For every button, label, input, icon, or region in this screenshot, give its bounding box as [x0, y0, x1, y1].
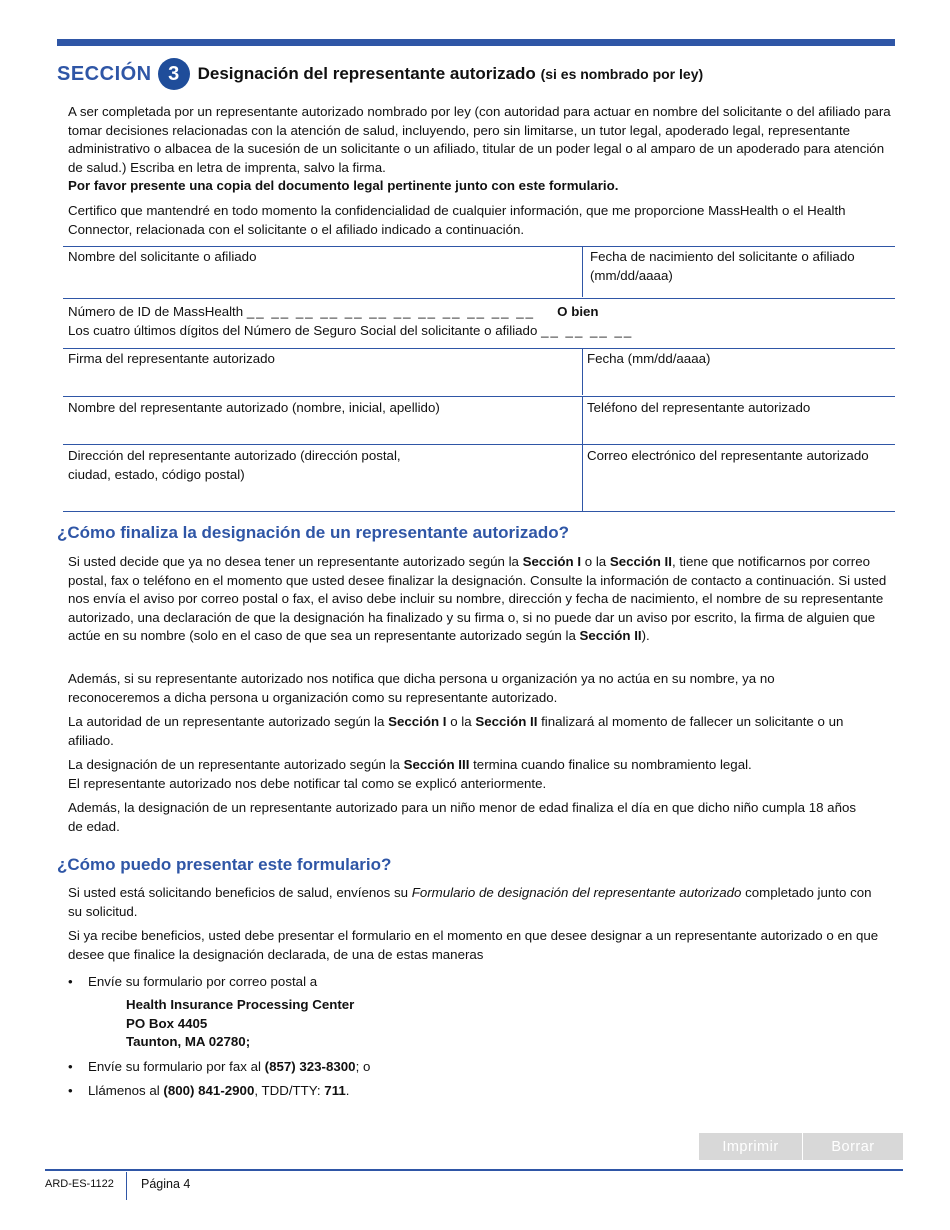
end-p1-text: , tiene que notificarnos por correo postal, fax o teléfono en el momento que usted desee finalizar la designación. Consulte la información de contacto a continuación. Si usted nos envía el aviso por correo postal o fax, el aviso debe incluir su nombre, dirección y fecha de nacimiento, el nombre de su representante autorizado, una declaración de que la designación ha finalizado y su firma o, si no puede dar un aviso por escrito, la firma de alguien que actúe en su nombre (solo en el caso de que sea un representante autorizado según la	[68, 554, 887, 644]
section-title	[198, 64, 704, 84]
form-rule	[63, 511, 895, 512]
address-line: PO Box 4405	[126, 1015, 208, 1031]
masshealth-id-blanks[interactable]: __ __ __ __ __ __ __ __ __ __ __ __	[246, 304, 535, 319]
form-rule	[63, 444, 895, 445]
address-line: Taunton, MA 02780;	[126, 1034, 251, 1050]
section-word: SECCIÓN	[57, 62, 152, 85]
footer-rule	[45, 1169, 903, 1171]
end-p3-bold: Sección II	[475, 714, 538, 729]
footer-divider	[126, 1172, 127, 1200]
end-p3-bold: Sección I	[388, 714, 447, 729]
tty-number: 711	[324, 1083, 346, 1098]
rep-name-field[interactable]: Nombre del representante autorizado (nombre, inicial, apellido)	[68, 400, 440, 415]
rep-signature-field[interactable]: Firma del representante autorizado	[68, 351, 275, 366]
intro-paragraph	[68, 103, 898, 196]
end-paragraph-3	[68, 713, 868, 750]
section-number-badge: 3	[158, 58, 190, 90]
form-rule	[63, 396, 895, 397]
submit-p1-text: completado junto con su solicitud.	[68, 885, 872, 919]
form-code: ARD-ES-1122	[45, 1178, 114, 1190]
form-rule	[63, 246, 895, 247]
form-divider	[582, 396, 583, 444]
bullet-fax-text: ; o	[355, 1059, 371, 1074]
end-p3-text: o la	[446, 714, 476, 729]
ssn-label: Los cuatro últimos dígitos del Número de Seguro Social del solicitante o afiliado	[68, 322, 538, 338]
end-p4-bold: Sección III	[403, 757, 470, 772]
bullet-mail: • Envíe su formulario por correo postal a	[68, 974, 318, 989]
ssn-blanks[interactable]: __ __ __ __	[541, 322, 634, 338]
phone-number: (800) 841-2900	[163, 1083, 255, 1098]
section-title-note: (si es nombrado por ley)	[540, 66, 704, 82]
section-top-rule	[57, 39, 895, 46]
end-paragraph-4	[68, 756, 898, 793]
submit-paragraph-2: Si ya recibe beneficios, usted debe presentar el formulario en el momento en que desee designar a un representante autorizado o en que desee que finalice la designación declarada, de una de estas maneras	[68, 928, 879, 962]
bullet-mail-text: Envíe su formulario por correo postal a	[88, 974, 318, 989]
form-divider	[582, 444, 583, 511]
date-field[interactable]: Fecha (mm/dd/aaaa)	[587, 351, 711, 366]
rep-email-field[interactable]: Correo electrónico del representante autorizado	[587, 448, 869, 463]
page-number: 4	[183, 1177, 191, 1191]
mailing-address	[126, 996, 354, 1052]
end-p1-bold: Sección II	[579, 628, 642, 644]
rep-address-field[interactable]: Dirección del representante autorizado (dirección postal, ciudad, estado, código postal)	[68, 448, 401, 482]
page-label: Página	[141, 1177, 180, 1191]
submit-form-heading: ¿Cómo puedo presentar este formulario?	[57, 855, 392, 874]
bullet-phone-text: Llámenos al	[88, 1083, 164, 1098]
end-p1-text: Si usted decide que ya no desea tener un representante autorizado según la	[68, 554, 523, 569]
bullet-phone-text: , TDD/TTY:	[254, 1083, 325, 1098]
end-p4-text: termina cuando finalice su nombramiento legal.	[469, 757, 752, 772]
rep-phone-field[interactable]: Teléfono del representante autorizado	[587, 400, 811, 415]
print-button[interactable]: Imprimir	[699, 1133, 802, 1160]
bullet-fax-text: Envíe su formulario por fax al	[88, 1059, 265, 1074]
end-p4-text: La designación de un representante autorizado según la	[68, 757, 404, 772]
submit-p1-italic: Formulario de designación del representante autorizado	[411, 885, 742, 900]
end-designation-heading: ¿Cómo finaliza la designación de un representante autorizado?	[57, 523, 569, 542]
intro-text: A ser completada por un representante autorizado nombrado por ley (con autoridad para actuar en nombre del solicitante o del afiliado para tomar decisiones relacionadas con la atención de salud, incluyendo, pero sin limitarse, un tutor legal, apoderado legal, representante administrativo o albacea de la sucesión de un solicitante o un afiliado, titular de un poder legal o al amparo de un apoderado para atención de salud.) Escriba en letra de imprenta, salvo la firma.	[68, 104, 891, 175]
end-paragraph-1	[68, 553, 898, 646]
end-paragraph-5: Además, la designación de un representante autorizado para un niño menor de edad finaliza el día en que dicho niño cumpla 18 años de edad.	[68, 800, 857, 834]
end-paragraph-2: Además, si su representante autorizado nos notifica que dicha persona u organización ya no actúa en su nombre, ya no reconoceremos a dicha persona u organización como su representante autorizado.	[68, 671, 775, 705]
submit-paragraph-1	[68, 884, 878, 921]
fax-number: (857) 323-8300	[264, 1059, 356, 1074]
section-title-text: Designación del representante autorizado	[197, 64, 536, 83]
form-rule	[63, 348, 895, 349]
end-p3-text: finalizará al momento de fallecer un solicitante o un afiliado.	[68, 714, 844, 748]
end-p1-text: ).	[641, 628, 650, 644]
or-label: O bien	[557, 304, 599, 319]
bullet-phone-text: .	[345, 1083, 350, 1098]
masshealth-id-label: Número de ID de MassHealth	[68, 304, 244, 319]
end-p4-text: El representante autorizado nos debe notificar tal como se explicó anteriormente.	[68, 775, 547, 791]
end-p1-text: o la	[581, 554, 610, 569]
section-header	[57, 56, 895, 92]
end-p1-bold: Sección II	[609, 554, 672, 569]
bullet-fax: • Envíe su formulario por fax al (857) 323-8300; o	[68, 1059, 371, 1074]
end-p1-bold: Sección I	[522, 554, 582, 569]
form-rule	[63, 298, 895, 299]
address-line: Health Insurance Processing Center	[126, 997, 355, 1012]
form-divider	[582, 348, 583, 395]
page-indicator	[141, 1177, 190, 1191]
clear-button[interactable]: Borrar	[803, 1133, 903, 1160]
applicant-dob-field[interactable]: Fecha de nacimiento del solicitante o afiliado (mm/dd/aaaa)	[590, 249, 855, 283]
intro-bold-notice: Por favor presente una copia del documento legal pertinente junto con este formulario.	[68, 178, 619, 194]
form-divider	[582, 246, 583, 297]
end-p3-text: La autoridad de un representante autorizado según la	[68, 714, 389, 729]
applicant-name-field[interactable]: Nombre del solicitante o afiliado	[68, 249, 257, 264]
submit-p1-text: Si usted está solicitando beneficios de salud, envíenos su	[68, 885, 412, 900]
id-field-row[interactable]	[68, 303, 888, 340]
bullet-phone: • Llámenos al (800) 841-2900, TDD/TTY: 711.	[68, 1083, 350, 1098]
confidentiality-statement: Certifico que mantendré en todo momento la confidencialidad de cualquier información, que me proporcione MassHealth o el Health Connector, relacionada con el solicitante o el afiliado indicado a continuación.	[68, 203, 846, 237]
